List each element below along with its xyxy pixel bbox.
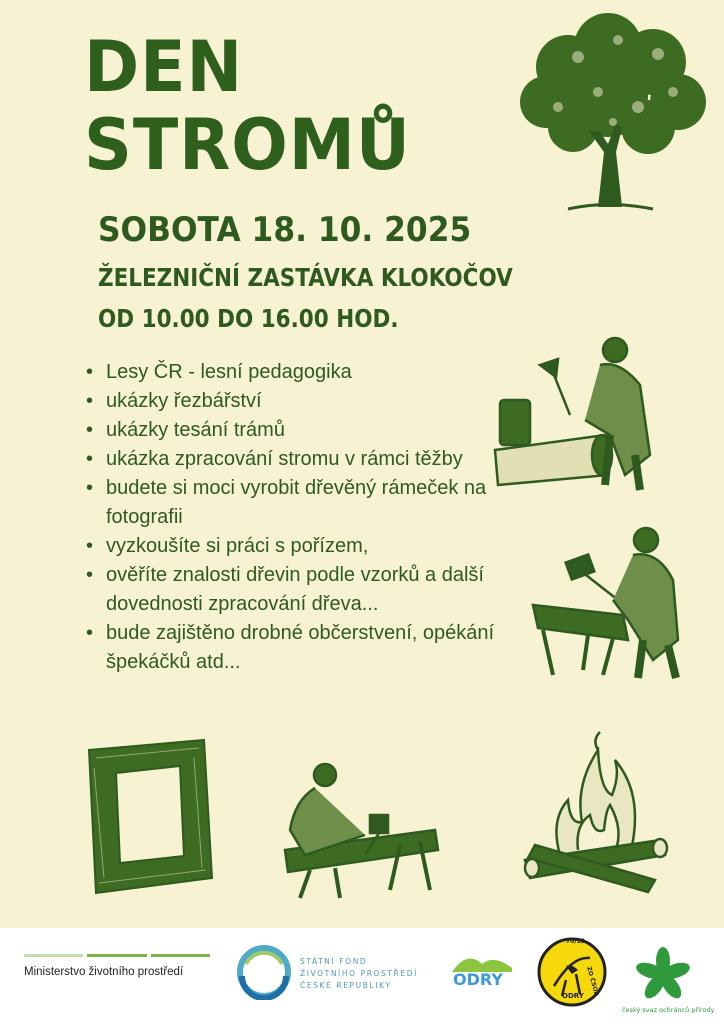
campfire-illustration bbox=[520, 730, 670, 900]
ministry-name: Ministerstvo životního prostředí bbox=[24, 966, 184, 978]
tree-illustration bbox=[508, 12, 714, 212]
zo-csop-bottom-text: ODRY bbox=[562, 992, 584, 1000]
odry-hills-icon bbox=[452, 950, 512, 972]
title-line-1: DEN bbox=[84, 26, 244, 108]
program-item: • vyzkoušíte si práci s pořízem, bbox=[86, 532, 506, 561]
hewing-illustration bbox=[270, 760, 445, 900]
carpenter-illustration bbox=[528, 520, 690, 680]
csop-logo-icon bbox=[628, 940, 698, 1010]
event-date: SOBOTA 18. 10. 2025 bbox=[98, 210, 472, 250]
program-item: • Lesy ČR - lesní pedagogika bbox=[86, 358, 506, 387]
ministry-logo bbox=[24, 954, 210, 978]
odry-logo-text: ODRY bbox=[453, 970, 503, 989]
zo-csop-top-text: 70/13 bbox=[566, 938, 585, 945]
zo-csop-side-text: ZO ČSOP bbox=[585, 966, 600, 997]
sfzp-logo-text: STÁTNÍ FOND ŽIVOTNÍHO PROSTŘEDÍ ČESKÉ REPUBLIKY bbox=[300, 957, 418, 990]
poster-title bbox=[84, 28, 411, 184]
sfzp-logo-icon bbox=[236, 944, 292, 1000]
ministry-bars bbox=[24, 954, 210, 957]
program-item: • ukázka zpracování stromu v rámci těžby bbox=[86, 445, 506, 474]
program-list bbox=[86, 358, 506, 677]
program-item: • ověříte znalosti dřevin podle vzorků a další dovednosti zpracování dřeva... bbox=[86, 561, 506, 619]
title-line-2: STROMŮ bbox=[84, 104, 411, 186]
program-item: • ukázky řezbářství bbox=[86, 387, 506, 416]
event-place: ŽELEZNIČNÍ ZASTÁVKA KLOKOČOV bbox=[98, 263, 513, 292]
event-time: OD 10.00 DO 16.00 HOD. bbox=[98, 304, 399, 333]
program-item: • budete si moci vyrobit dřevěný rámeček na fotografii bbox=[86, 474, 506, 532]
program-item: • bude zajištěno drobné občerstvení, opékání špekáčků atd... bbox=[86, 619, 506, 677]
csop-logo-text: český svaz ochránců přírody bbox=[622, 1006, 715, 1014]
woodcutter-illustration bbox=[490, 325, 680, 495]
program-item: • ukázky tesání trámů bbox=[86, 416, 506, 445]
frame-illustration bbox=[84, 738, 214, 898]
